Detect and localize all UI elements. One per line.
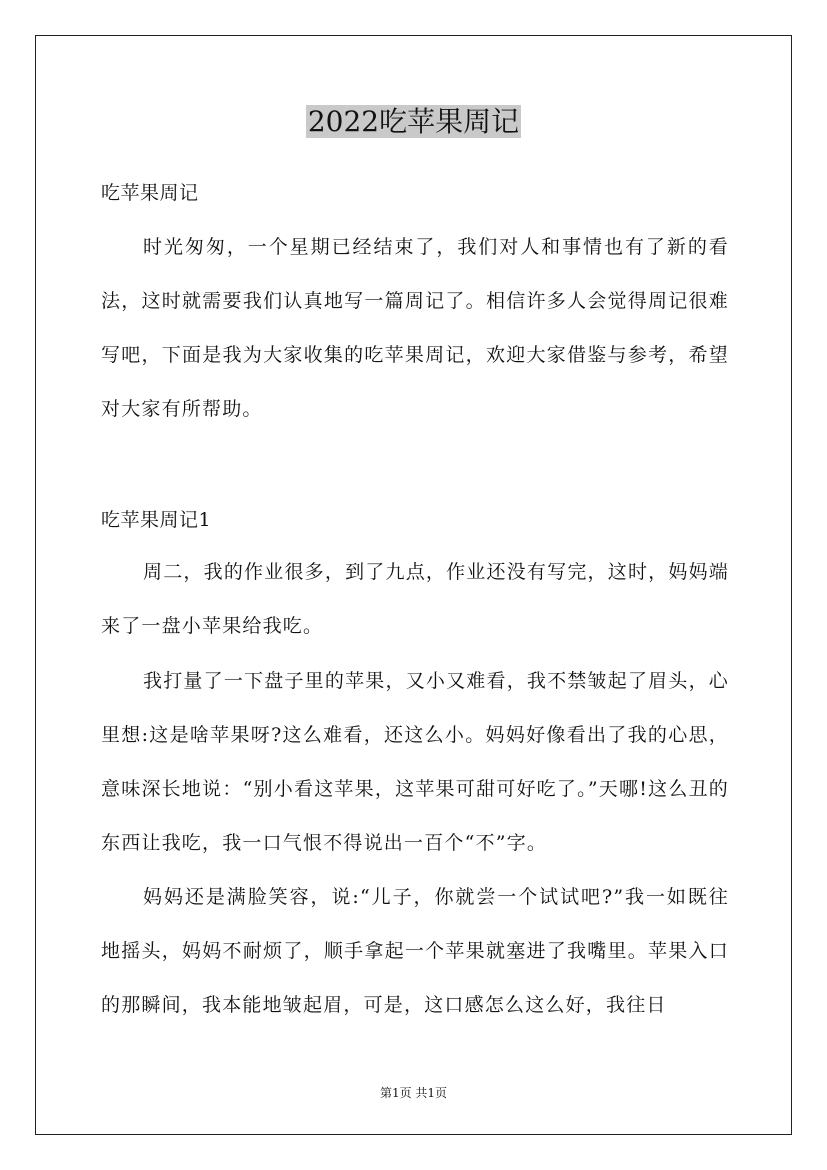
- document-title-text: 2022吃苹果周记: [307, 105, 520, 138]
- section1-paragraph-1: 周二，我的作业很多，到了九点，作业还没有写完，这时，妈妈端来了一盘小苹果给我吃。: [101, 561, 729, 637]
- page-footer: 第1页 共1页: [379, 1086, 448, 1100]
- section1-paragraph-3: 妈妈还是满脸笑容，说:“儿子，你就尝一个试试吧?”我一如既往地摇头，妈妈不耐烦了，顺手拿起一个苹果就塞进了我嘴里。苹果入口的那瞬间，我本能地皱起眉，可是，这口感怎么这么好，我往日: [101, 886, 729, 1016]
- section1-heading: 吃苹果周记1: [101, 509, 212, 531]
- section1-paragraph-2: 我打量了一下盘子里的苹果，又小又难看，我不禁皱起了眉头，心里想:这是啥苹果呀?这么难看，还这么小。妈妈好像看出了我的心思，意味深长地说：“别小看这苹果，这苹果可甜可好吃了。”天哪!这么丑的东西让我吃，我一口气恨不得说出一百个“不”字。: [101, 670, 729, 854]
- intro-heading: 吃苹果周记: [101, 182, 199, 204]
- intro-paragraph: 时光匆匆，一个星期已经结束了，我们对人和事情也有了新的看法，这时就需要我们认真地写一篇周记了。相信许多人会觉得周记很难写吧，下面是我为大家收集的吃苹果周记，欢迎大家借鉴与参考，希望对大家有所帮助。: [101, 236, 729, 420]
- document-title: [0, 102, 827, 142]
